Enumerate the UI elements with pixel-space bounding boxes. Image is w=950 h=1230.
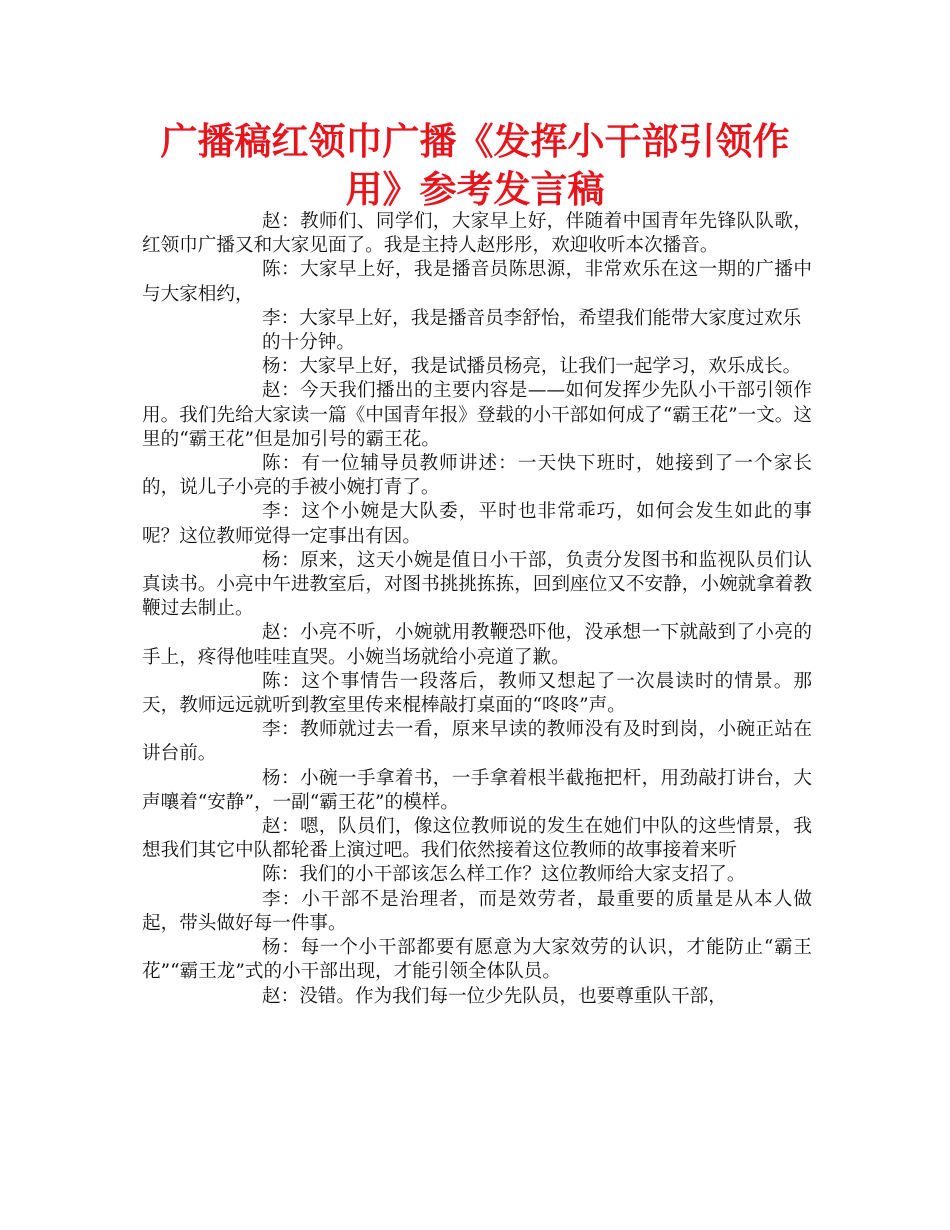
paragraph: 赵：嗯，队员们，像这位教师说的发生在她们中队的这些情景，我想我们其它中队都轮番上演过吧。我们依然接着这位教师的故事接着来听 — [142, 816, 812, 862]
paragraph: 陈：有一位辅导员教师讲述：一天快下班时，她接到了一个家长的，说儿子小亮的手被小婉打青了。 — [142, 453, 812, 499]
paragraph: 李：这个小婉是大队委，平时也非常乖巧，如何会发生如此的事呢？这位教师觉得一定事出有因。 — [142, 501, 812, 547]
paragraph: 杨：大家早上好，我是试播员杨亮，让我们一起学习，欢乐成长。 — [262, 356, 802, 378]
title-line-1: 广播稿红领巾广播《发挥小干部引领作 — [160, 120, 790, 163]
paragraph: 李：大家早上好，我是播音员李舒怡，希望我们能带大家度过欢乐 — [262, 307, 802, 329]
paragraph: 的十分钟。 — [262, 332, 355, 354]
paragraph: 李：小干部不是治理者，而是效劳者，最重要的质量是从本人做起，带头做好每一件事。 — [142, 888, 812, 934]
paragraph: 李：教师就过去一看，原来早读的教师没有及时到岗，小碗正站在讲台前。 — [142, 719, 812, 765]
paragraph: 赵：没错。作为我们每一位少先队员，也要尊重队干部， — [262, 985, 727, 1007]
paragraph: 赵：小亮不听，小婉就用教鞭恐吓他，没承想一下就敲到了小亮的手上，疼得他哇哇直哭。小婉当场就给小亮道了歉。 — [142, 622, 812, 668]
title-line-2: 用》参考发言稿 — [345, 168, 605, 211]
paragraph: 赵：今天我们播出的主要内容是——如何发挥少先队小干部引领作用。我们先给大家读一篇《中国青年报》登载的小干部如何成了“霸王花”一文。这里的“霸王花”但是加引号的霸王花。 — [142, 380, 812, 450]
paragraph: 杨：小碗一手拿着书，一手拿着根半截拖把杆，用劲敲打讲台，大声嚷着“安静”，一副“霸王花”的模样。 — [142, 767, 812, 813]
paragraph: 陈：我们的小干部该怎么样工作？这位教师给大家支招了。 — [262, 864, 746, 886]
paragraph: 杨：原来，这天小婉是值日小干部，负责分发图书和监视队员们认真读书。小亮中午进教室后，对图书挑挑拣拣，回到座位又不安静，小婉就拿着教鞭过去制止。 — [142, 549, 812, 620]
paragraph: 陈：这个事情告一段落后，教师又想起了一次晨读时的情景。那天，教师远远就听到教室里传来棍棒敲打桌面的“咚咚”声。 — [142, 670, 812, 717]
paragraph: 赵：教师们、同学们，大家早上好，伴随着中国青年先锋队队歌，红领巾广播又和大家见面了。我是主持人赵彤彤，欢迎收听本次播音。 — [142, 211, 812, 257]
document-title — [100, 118, 850, 214]
paragraph: 杨：每一个小干部都要有愿意为大家效劳的认识，才能防止“霸王花”“霸王龙”式的小干部出现，才能引领全体队员。 — [142, 937, 812, 983]
paragraph: 陈：大家早上好，我是播音员陈思源，非常欢乐在这一期的广播中与大家相约， — [142, 259, 812, 305]
document-body — [142, 210, 812, 1009]
